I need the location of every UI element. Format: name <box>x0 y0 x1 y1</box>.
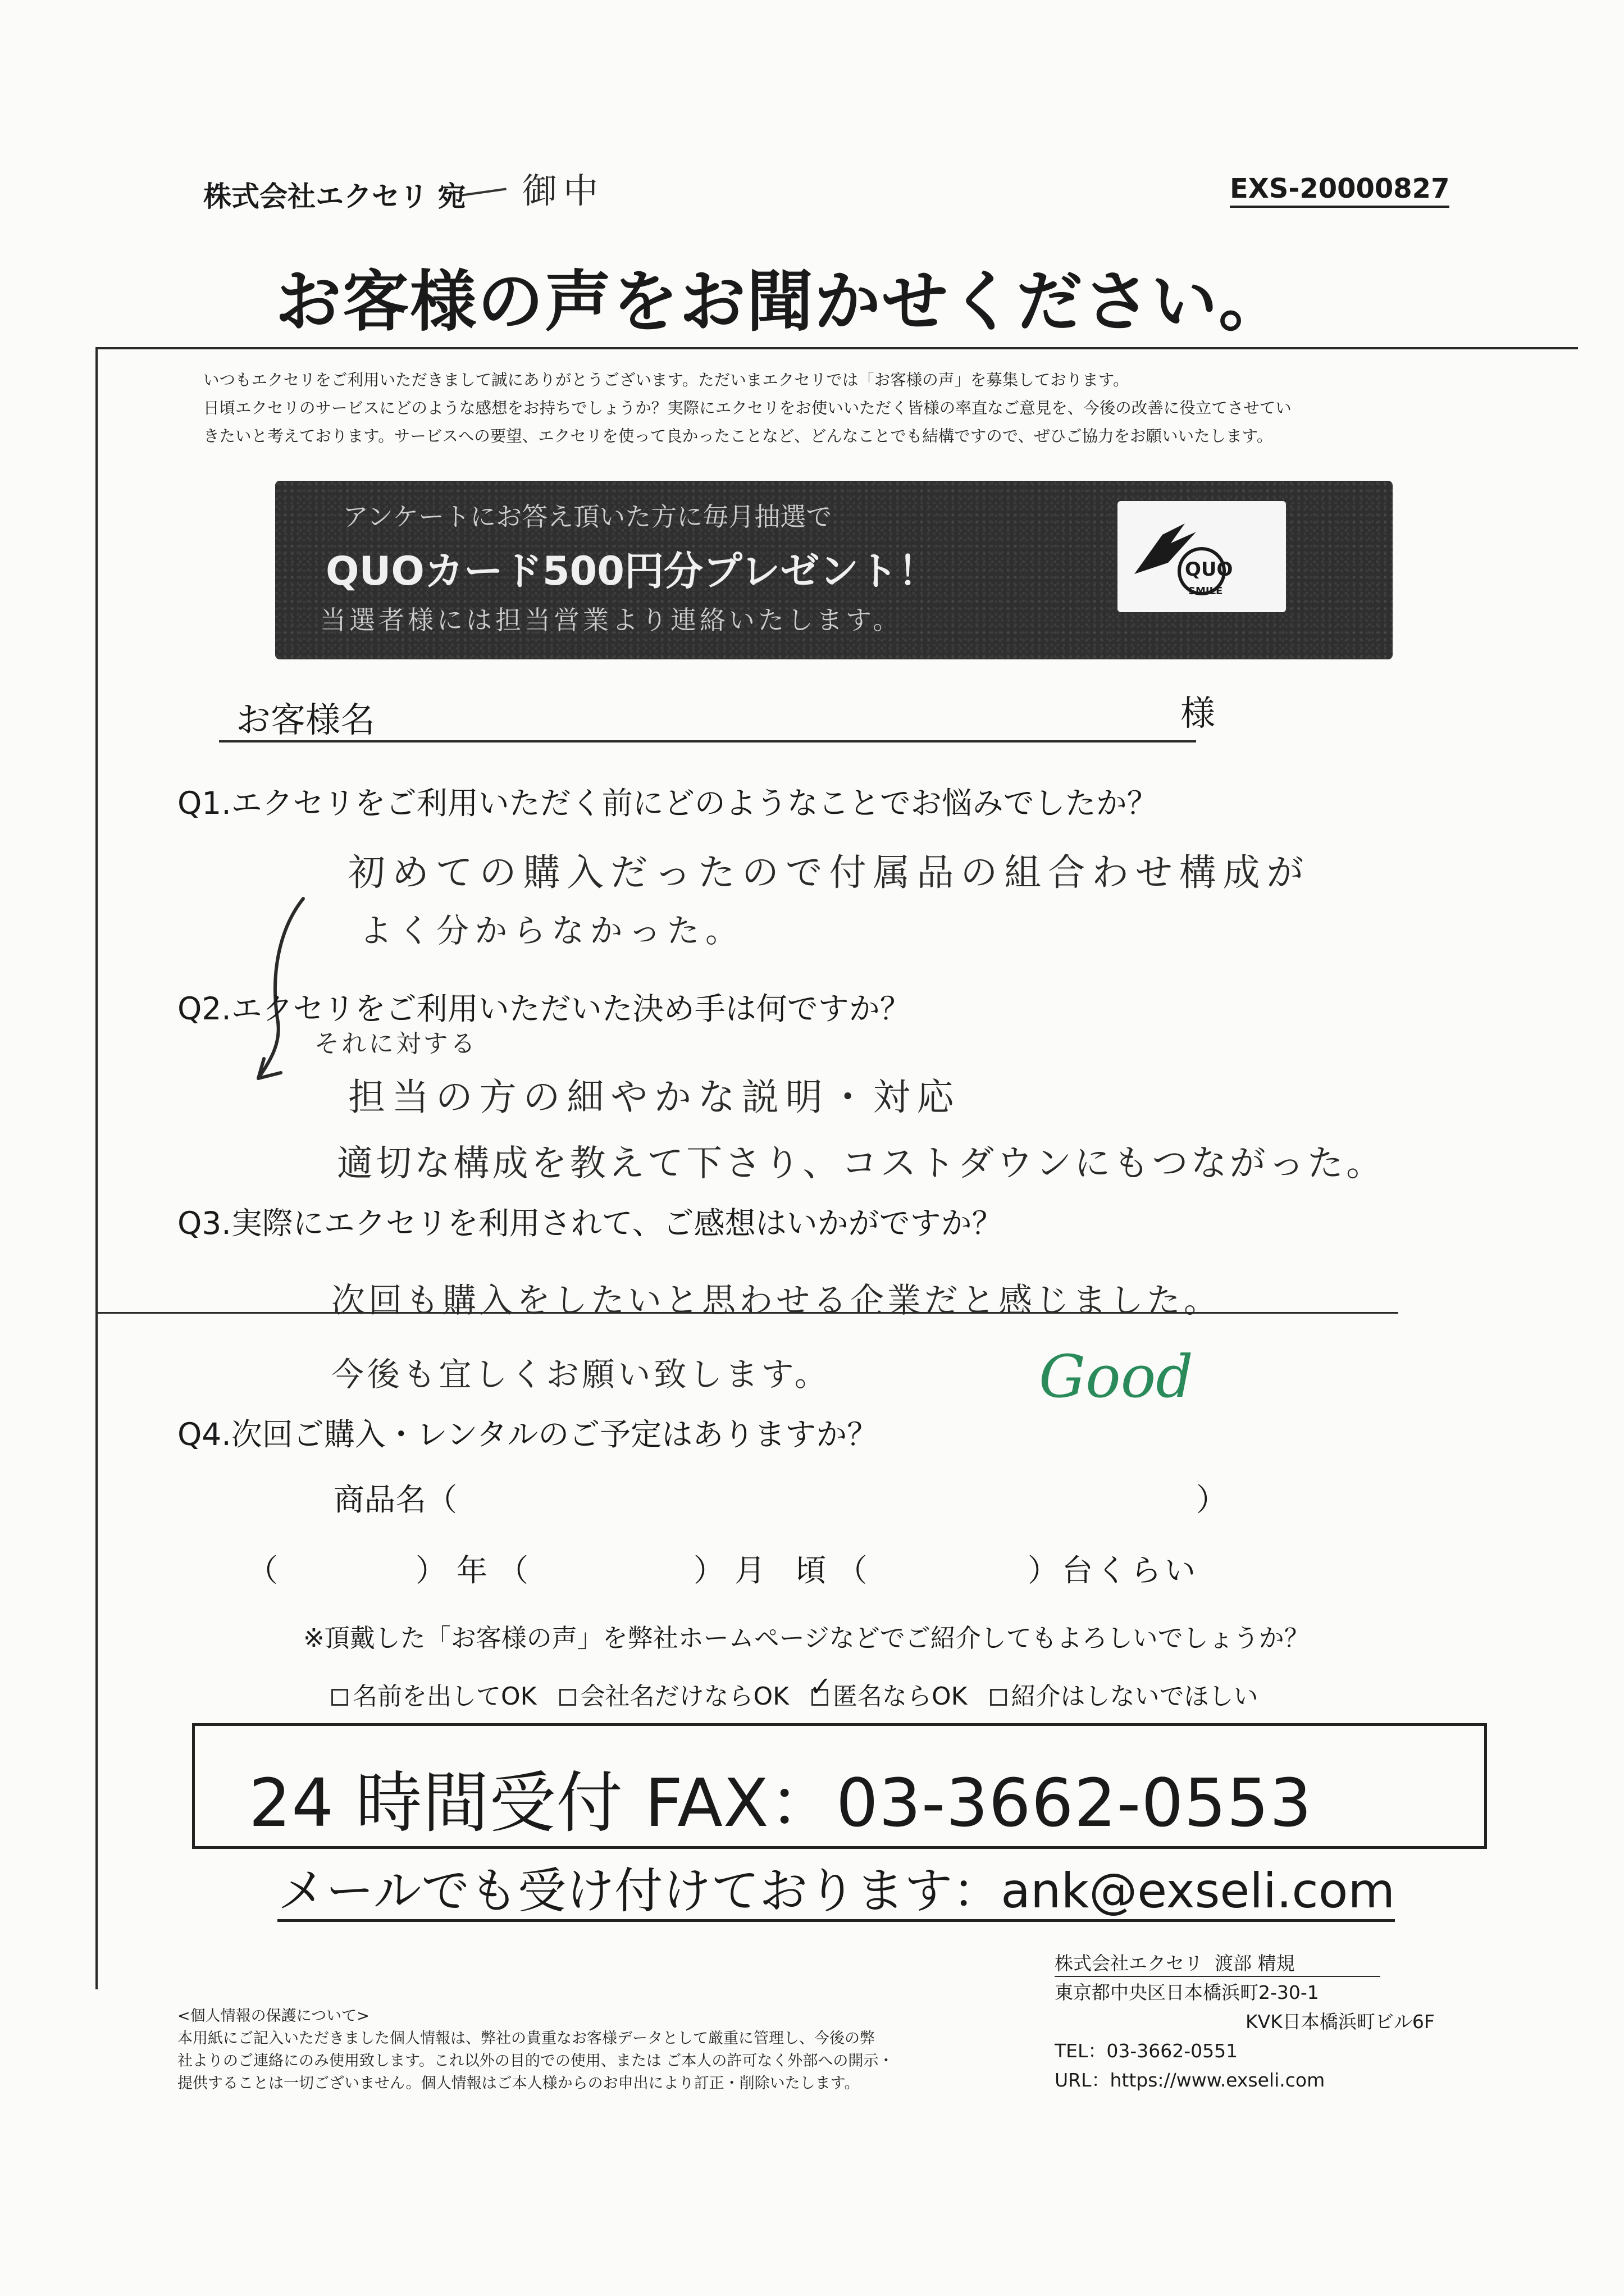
company-address1: 東京都中央区日本橋浜町2-30-1 <box>1055 1981 1319 2003</box>
answer-2-line2: 適切な構成を教えて下さり、コストダウンにもつながった。 <box>337 1143 1385 1185</box>
privacy-heading: <個人情報の保護について> <box>177 2007 369 2025</box>
mail-address[interactable]: メールでも受け付けております：ank@exseli.com <box>277 1864 1395 1922</box>
handwritten-onchu: 御中 <box>522 170 605 211</box>
page-title: お客様の声をお聞かせください。 <box>275 263 1287 340</box>
consent-question: ※頂戴した「お客様の声」を弊社ホームページなどでご紹介してもよろしいでしょうか？ <box>303 1623 1310 1653</box>
year-open: （ <box>247 1552 279 1588</box>
question-4: Q4.次回ご購入・レンタルのご予定はありますか？ <box>177 1416 878 1452</box>
consent-option-none[interactable] <box>990 1682 1258 1711</box>
intro-line: 日頃エクセリのサービスにどのような感想をお持ちでしょうか？実際にエクセリをお使いいただく皆様の率直なご意見を、今後の改善に役立てさせてい <box>203 399 1292 417</box>
intro-text <box>203 366 1292 450</box>
consent-option-name[interactable] <box>331 1682 537 1711</box>
customer-name-field[interactable] <box>219 740 1196 742</box>
consent-option-company[interactable] <box>559 1682 790 1711</box>
answer-1-line1: 初めての購入だったので付属品の組合わせ構成が <box>348 851 1311 894</box>
fax-number: 24 時間受付 FAX：03-3662-0553 <box>249 1764 1312 1842</box>
answer-3-line2: 今後も宜しくお願い致します。 <box>331 1355 831 1393</box>
quo-card <box>1117 501 1286 612</box>
recipient-company <box>203 174 466 215</box>
product-label: 商品名（ <box>334 1482 458 1518</box>
left-margin-rule <box>95 349 98 1989</box>
company-person: 渡部 精規 <box>1214 1952 1295 1974</box>
banner-line3: 当選者様には担当営業より連絡いたします。 <box>320 605 902 635</box>
option-label: 匿名ならOK <box>833 1682 968 1711</box>
option-label: 名前を出してOK <box>353 1682 537 1711</box>
question-2: Q2.エクセリをご利用いただいた決め手は何ですか？ <box>177 991 911 1027</box>
answer-3-line1: 次回も購入をしたいと思わせる企業だと感じました。 <box>331 1281 1221 1320</box>
recipient-company-text: 株式会社エクセリ 宛 <box>203 180 466 213</box>
answer-2-line1: 担当の方の細やかな説明・対応 <box>348 1076 961 1119</box>
check-icon: ✓ <box>809 1671 832 1702</box>
units-field[interactable] <box>876 1550 1022 1584</box>
banner-line2: QUOカード500円分プレゼント！ <box>326 548 938 594</box>
fax-box <box>192 1723 1487 1849</box>
month-field[interactable] <box>539 1550 708 1584</box>
consent-option-anonymous[interactable] <box>809 1671 968 1711</box>
company-name: 株式会社エクセリ <box>1055 1952 1203 1974</box>
question-1: Q1.エクセリをご利用いただく前にどのようなことでお悩みでしたか？ <box>177 785 1158 821</box>
customer-suffix: 様 <box>1180 693 1216 734</box>
quo-smile: SMILE <box>1188 585 1223 597</box>
units-close: ）台くらい <box>1028 1552 1199 1588</box>
company-url[interactable]: URL：https://www.exseli.com <box>1055 2069 1325 2091</box>
privacy-notice <box>177 2005 893 2095</box>
option-label: 紹介はしないでほしい <box>1011 1682 1258 1711</box>
privacy-line: 社よりのご連絡にのみ使用致します。これ以外の目的での使用、または ご本人の許可なく外部への開示・ <box>177 2052 894 2070</box>
checkbox[interactable] <box>331 1689 348 1706</box>
year-field[interactable] <box>281 1550 410 1584</box>
checkbox[interactable] <box>990 1689 1007 1706</box>
intro-line: いつもエクセリをご利用いただきまして誠にありがとうございます。ただいまエクセリでは「お客様の声」を募集しております。 <box>203 371 1129 389</box>
banner-line1: アンケートにお答え頂いた方に毎月抽選で <box>343 502 832 532</box>
title-rule <box>95 347 1578 349</box>
question-3: Q3.実際にエクセリを利用されて、ご感想はいかがですか？ <box>177 1205 1003 1241</box>
quo-banner <box>275 481 1393 659</box>
company-info <box>1055 1949 1435 2095</box>
product-name-field[interactable] <box>483 1483 1190 1516</box>
company-tel: TEL：03-3662-0551 <box>1055 2040 1238 2062</box>
company-name-underline <box>1055 1976 1380 1977</box>
company-address2: KVK日本橋浜町ビル6F <box>1246 2011 1435 2033</box>
intro-line: きたいと考えております。サービスへの要望、エクセリを使って良かったことなど、どんなことでも結構ですので、ぜひご協力をお願いいたします。 <box>203 427 1273 445</box>
consent-options <box>331 1671 1258 1712</box>
quo-logo: QUO <box>1185 558 1233 581</box>
privacy-line: 提供することは一切ございません。個人情報はご本人様からのお申出により訂正・削除いたします。 <box>177 2075 860 2092</box>
answer-1-line2: よく分からなかった。 <box>359 912 744 950</box>
privacy-line: 本用紙にご記入いただきました個人情報は、弊社の貴重なお客様データとして厳重に管理し、今後の弊 <box>177 2030 875 2047</box>
good-handwriting: Good <box>1039 1342 1193 1411</box>
option-label: 会社名だけならOK <box>580 1682 789 1711</box>
month-close: ）月 頃（ <box>694 1552 878 1588</box>
product-close: ） <box>1196 1482 1228 1518</box>
checkbox[interactable] <box>559 1689 576 1706</box>
strike-line <box>462 188 507 196</box>
doc-code: EXS-20000827 <box>1230 173 1449 208</box>
customer-label: お客様名 <box>236 699 376 740</box>
year-close: ）年（ <box>416 1552 539 1588</box>
answer-2-note: それに対する <box>314 1029 478 1058</box>
company-name-line <box>1055 1949 1435 1978</box>
